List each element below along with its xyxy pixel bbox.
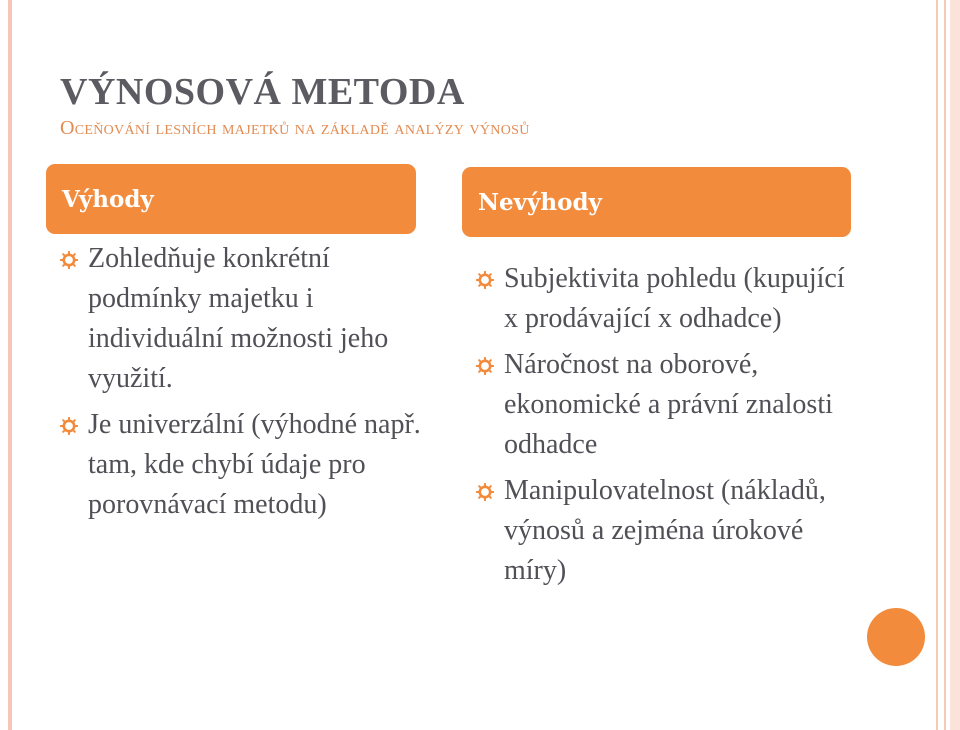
decorative-circle <box>867 608 925 666</box>
sun-bullet-icon <box>60 251 78 269</box>
list-item <box>504 471 854 591</box>
advantage-text: Zohledňuje konkrétní podmínky majetku i individuální možnosti jeho využití. <box>88 243 389 394</box>
sun-bullet-icon <box>476 357 494 375</box>
right-line-1 <box>936 0 938 730</box>
disadvantage-text: Náročnost na oborové, ekonomické a právní znalosti odhadce <box>504 349 833 460</box>
disadvantages-header <box>462 167 851 237</box>
disadvantages-list <box>504 259 854 597</box>
right-decorative-bars <box>928 0 960 730</box>
sun-bullet-icon <box>476 271 494 289</box>
list-item <box>88 239 448 399</box>
list-item <box>504 345 854 465</box>
advantages-header <box>46 164 416 234</box>
disadvantage-text: Manipulovatelnost (nákladů, výnosů a zejména úrokové míry) <box>504 475 826 586</box>
list-item <box>88 405 448 525</box>
left-decorative-bar <box>8 0 12 730</box>
advantages-header-label: Výhody <box>62 185 154 213</box>
right-line-2 <box>944 0 946 730</box>
slide-title: VÝNOSOVÁ METODA <box>60 71 465 113</box>
advantage-text: Je univerzální (výhodné např. tam, kde chybí údaje pro porovnávací metodu) <box>88 409 421 520</box>
advantages-list <box>88 239 448 531</box>
list-item <box>504 259 854 339</box>
disadvantage-text: Subjektivita pohledu (kupující x prodávající x odhadce) <box>504 263 845 334</box>
sun-bullet-icon <box>60 417 78 435</box>
disadvantages-header-label: Nevýhody <box>478 188 602 216</box>
sun-bullet-icon <box>476 483 494 501</box>
slide-subtitle: Oceňování lesních majetků na základě analýzy výnosů <box>60 117 530 139</box>
right-band <box>950 0 960 730</box>
